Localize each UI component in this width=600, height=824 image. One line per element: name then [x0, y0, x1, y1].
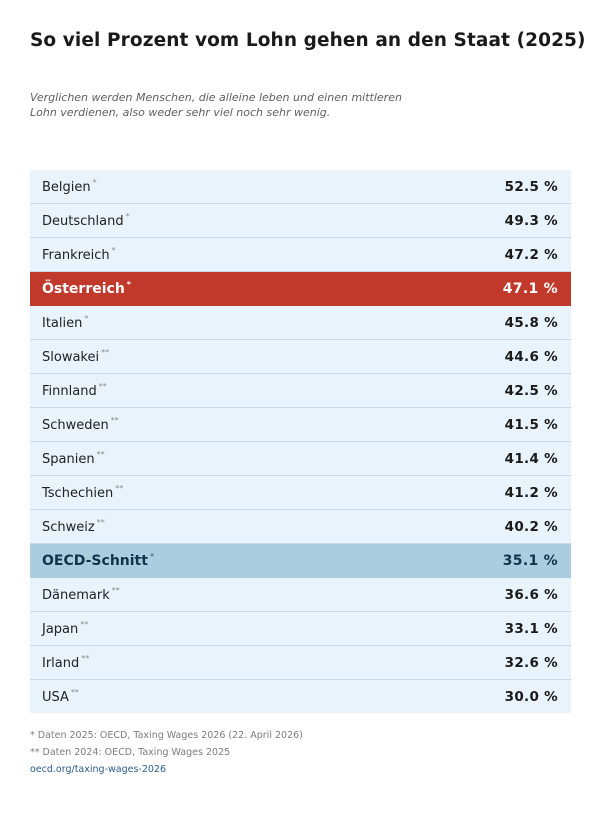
row-value: 36.6 %	[504, 586, 558, 603]
country-name: Dänemark	[42, 588, 110, 603]
row-value: 41.2 %	[504, 484, 558, 501]
source-link[interactable]: oecd.org/taxing-wages-2026	[30, 764, 167, 775]
country-name: Schweiz	[42, 520, 95, 535]
row-value: 47.2 %	[504, 246, 558, 263]
table-row	[30, 544, 571, 578]
footnote-mark: **	[115, 484, 124, 493]
country-name: OECD-Schnitt	[42, 553, 148, 569]
row-value: 49.3 %	[504, 212, 558, 229]
row-value: 45.8 %	[504, 314, 558, 331]
table-row	[30, 204, 571, 238]
footnote-2025: * Daten 2025: OECD, Taxing Wages 2026 (22. April 2026)	[30, 730, 303, 741]
country-name: Österreich	[42, 281, 125, 297]
footnote-mark: *	[92, 178, 97, 187]
country-name: Schweden	[42, 418, 109, 433]
row-value: 42.5 %	[504, 382, 558, 399]
row-label	[42, 620, 88, 637]
row-value: 30.0 %	[504, 688, 558, 705]
row-value: 41.4 %	[504, 450, 558, 467]
table-row	[30, 442, 571, 476]
table-row	[30, 578, 571, 612]
country-name: Italien	[42, 316, 83, 331]
country-name: USA	[42, 690, 69, 705]
footnote-mark: **	[101, 348, 110, 357]
footnote-mark: **	[81, 654, 90, 663]
row-label	[42, 654, 89, 671]
table-row	[30, 340, 571, 374]
table-row	[30, 170, 571, 204]
footnote-mark: **	[98, 382, 107, 391]
chart-title: So viel Prozent vom Lohn gehen an den Staat (2025)	[30, 30, 586, 51]
country-name: Frankreich	[42, 248, 110, 263]
row-label	[42, 688, 79, 705]
footnote-mark: *	[125, 212, 130, 221]
row-label	[42, 552, 154, 569]
row-label	[42, 212, 130, 229]
footnote-mark: **	[110, 416, 119, 425]
row-label	[42, 586, 120, 603]
row-label	[42, 450, 105, 467]
chart-subtitle: Verglichen werden Menschen, die alleine leben und einen mittleren Lohn verdienen, also weder sehr viel noch sehr wenig.	[30, 91, 402, 119]
row-label	[42, 246, 116, 263]
country-name: Spanien	[42, 452, 95, 467]
row-value: 41.5 %	[504, 416, 558, 433]
footnote-mark: **	[111, 586, 120, 595]
row-label	[42, 348, 109, 365]
row-value: 33.1 %	[504, 620, 558, 637]
row-label	[42, 484, 123, 501]
table-row	[30, 476, 571, 510]
country-name: Deutschland	[42, 214, 124, 229]
country-name: Finnland	[42, 384, 97, 399]
footnote-mark: **	[80, 620, 89, 629]
footnote-mark: *	[111, 246, 116, 255]
footnotes	[30, 727, 303, 778]
footnote-mark: *	[149, 552, 155, 561]
footnote-mark: *	[84, 314, 89, 323]
row-label	[42, 178, 97, 195]
footnote-mark: **	[96, 518, 105, 527]
country-name: Irland	[42, 656, 80, 671]
footnote-mark: **	[96, 450, 105, 459]
row-label	[42, 314, 88, 331]
country-name: Tschechien	[42, 486, 114, 501]
row-label	[42, 382, 107, 399]
country-name: Belgien	[42, 180, 91, 195]
table-row	[30, 374, 571, 408]
row-value: 47.1 %	[502, 280, 558, 297]
table-row	[30, 612, 571, 646]
table-row	[30, 646, 571, 680]
table-row	[30, 306, 571, 340]
table-row	[30, 408, 571, 442]
row-label	[42, 280, 131, 297]
row-label	[42, 416, 119, 433]
country-name: Slowakei	[42, 350, 100, 365]
row-value: 40.2 %	[504, 518, 558, 535]
footnote-2024: ** Daten 2024: OECD, Taxing Wages 2025	[30, 747, 231, 758]
row-value: 52.5 %	[504, 178, 558, 195]
row-value: 35.1 %	[502, 552, 558, 569]
data-table	[30, 170, 571, 713]
table-row	[30, 510, 571, 544]
footnote-mark: **	[70, 688, 79, 697]
row-value: 32.6 %	[504, 654, 558, 671]
row-value: 44.6 %	[504, 348, 558, 365]
table-row	[30, 680, 571, 713]
table-row	[30, 238, 571, 272]
row-label	[42, 518, 105, 535]
footnote-mark: *	[126, 280, 131, 289]
country-name: Japan	[42, 622, 79, 637]
table-row	[30, 272, 571, 306]
